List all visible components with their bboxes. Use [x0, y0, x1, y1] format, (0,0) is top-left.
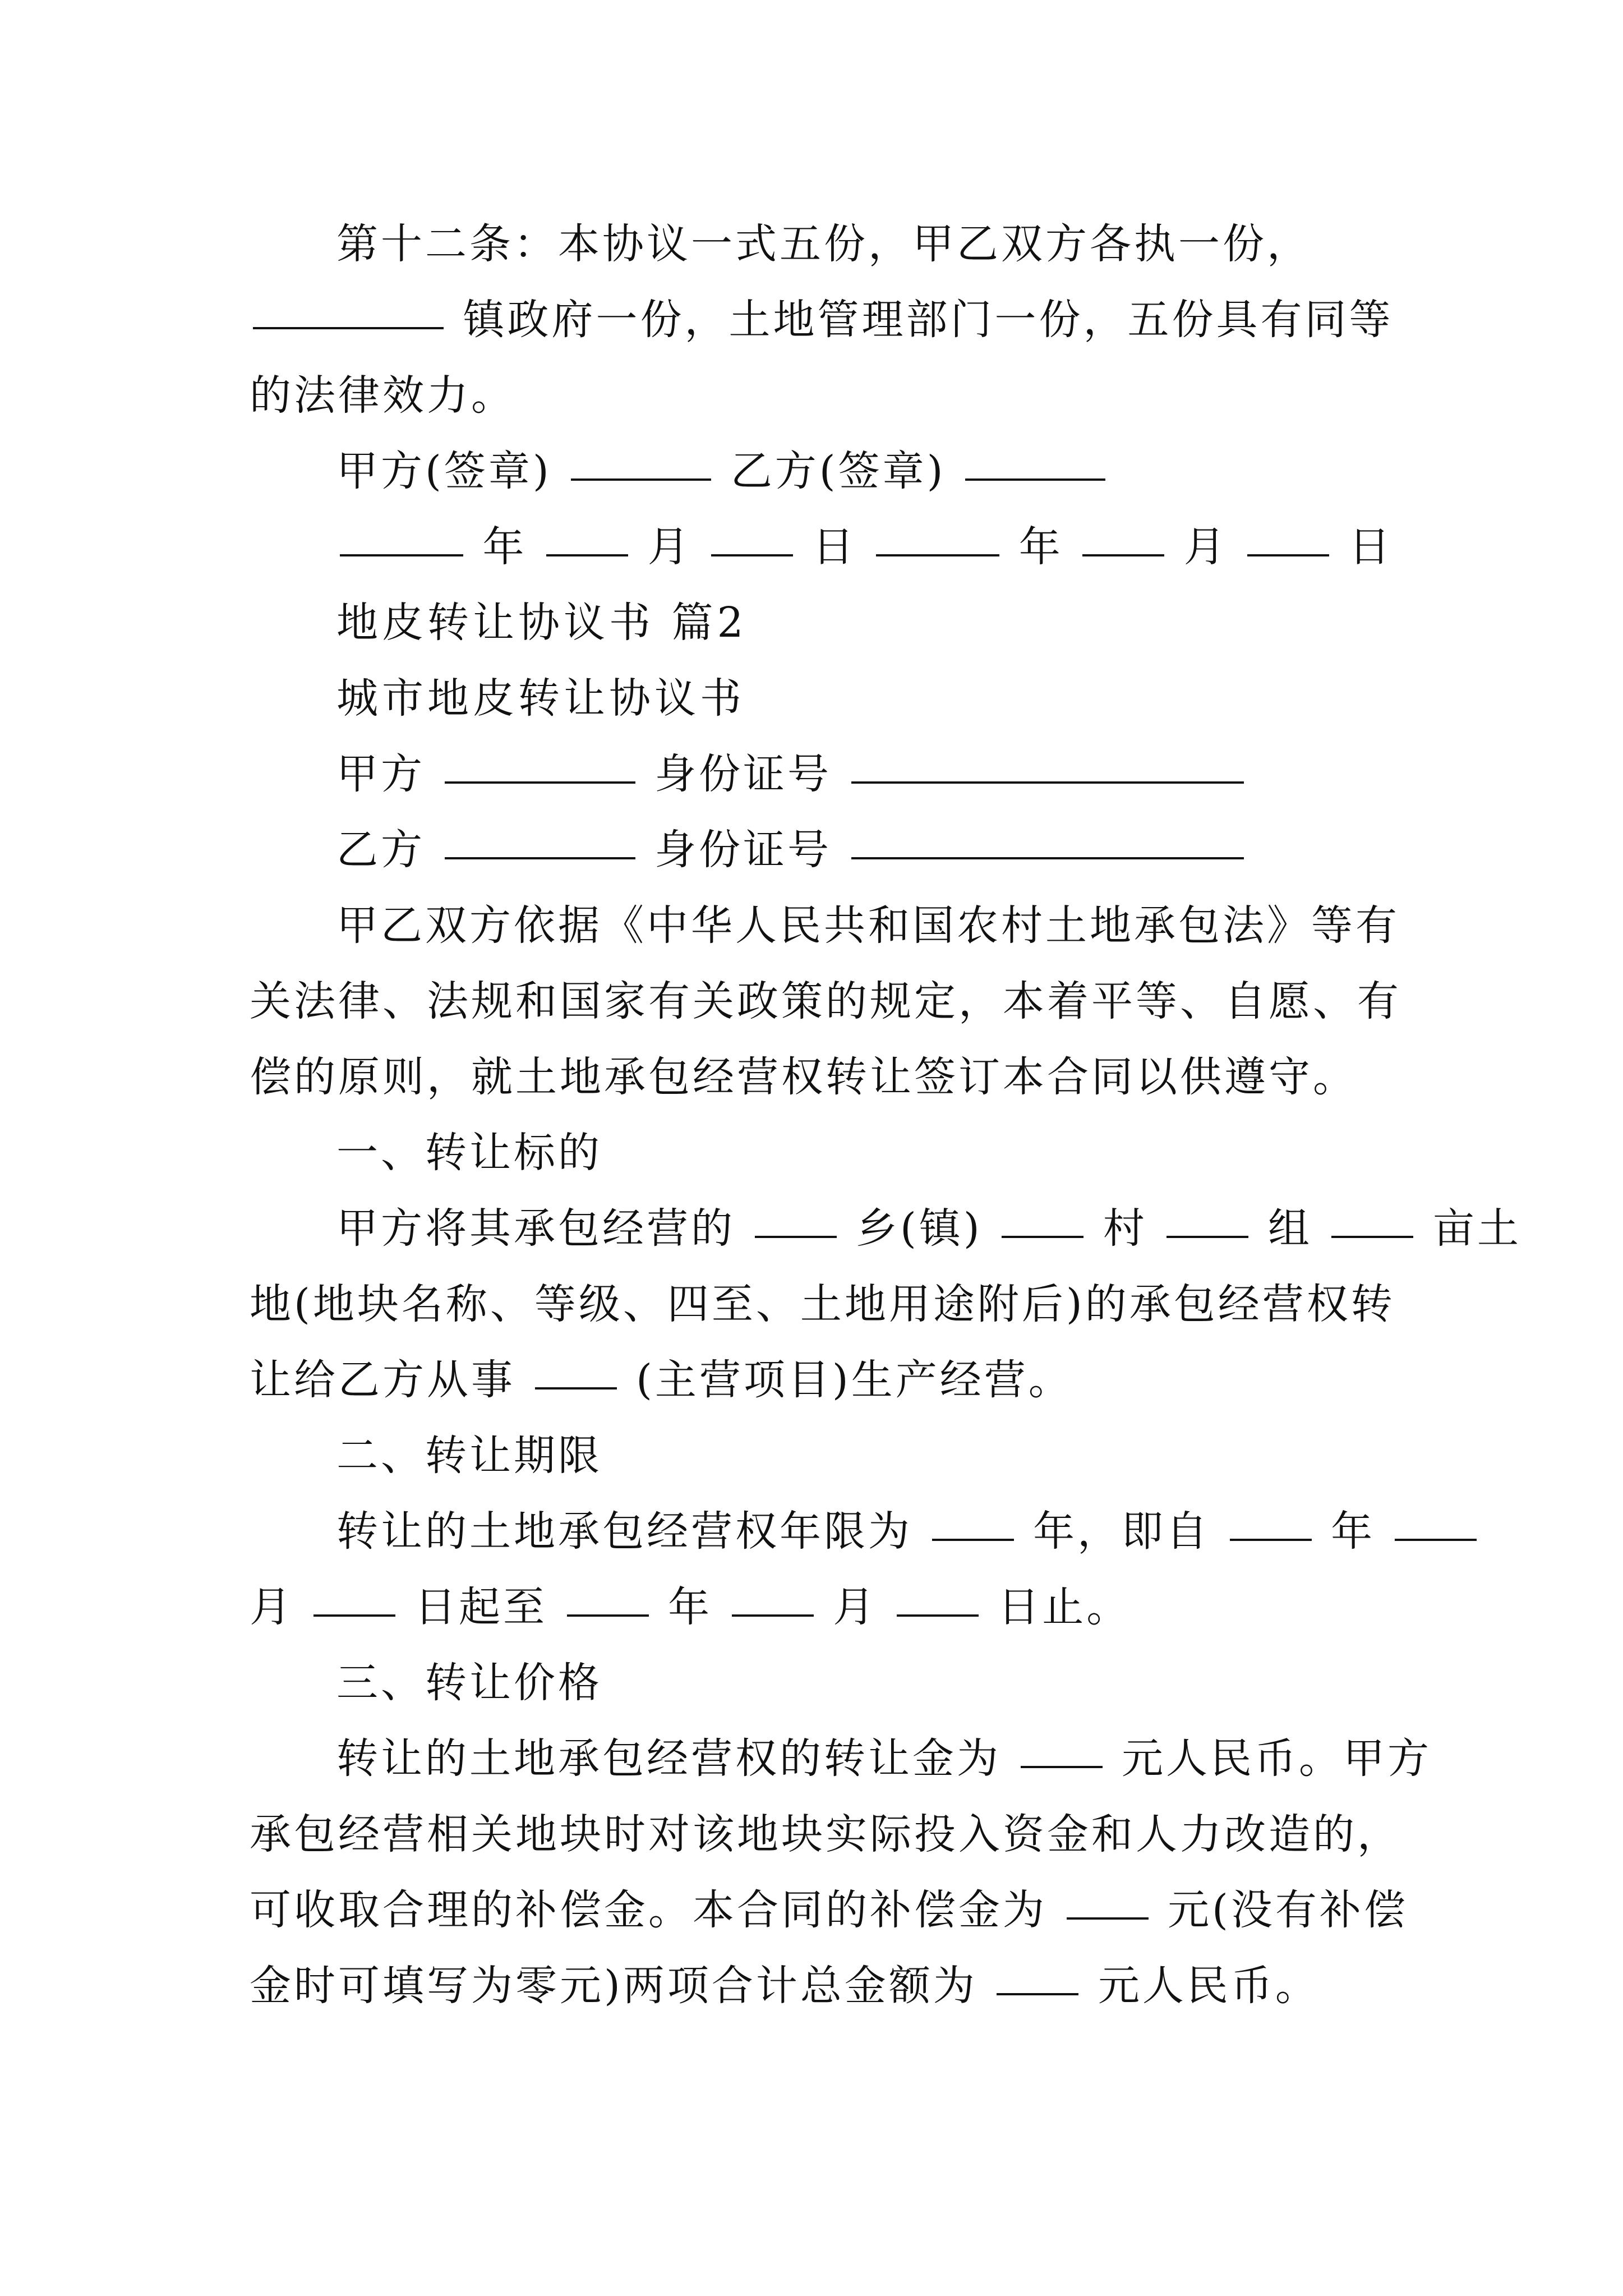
article-12-continuation: 镇政府一份，土地管理部门一份，五份具有同等: [463, 296, 1394, 344]
group-label: 组: [1267, 1204, 1312, 1253]
basis-paragraph-text: 关法律、法规和国家有关政策的规定，本着平等、自愿、有: [250, 977, 1401, 1025]
basis-paragraph-text: 偿的原则，就土地承包经营权转让签订本合同以供遵守。: [250, 1053, 1357, 1101]
party-a-signature-blank: [571, 478, 711, 481]
total-amount-label: 元人民币。: [1098, 1962, 1320, 2010]
party-b-id-blank: [851, 857, 1244, 859]
start-year-label: 年: [1331, 1507, 1376, 1556]
party-a-month-label: 月: [647, 523, 692, 571]
compensation-label: 元(没有补偿: [1168, 1886, 1408, 1934]
basis-paragraph-line-1: [0, 892, 1623, 959]
township-label: 乡(镇): [856, 1204, 983, 1253]
document-section-title: [0, 589, 1623, 656]
transfer-subject-text: 地(地块名称、等级、四至、土地用途附后)的承包经营权转: [250, 1280, 1395, 1328]
transfer-term-heading: [0, 1422, 1623, 1489]
party-a-day-blank: [711, 554, 793, 556]
signature-line: [0, 438, 1623, 505]
end-month-label: 月: [833, 1583, 878, 1631]
transfer-amount-label: 元人民币。甲方: [1122, 1734, 1432, 1783]
transfer-price-text: 转让的土地承包经营权的转让金为: [336, 1734, 1001, 1783]
transfer-subject-heading-text: 一、转让标的: [336, 1129, 602, 1177]
party-b-id-label: 身份证号: [654, 826, 832, 874]
date-line: [0, 513, 1623, 581]
party-a-name-blank: [445, 781, 635, 784]
end-day-label: 日止。: [998, 1583, 1131, 1631]
party-a-day-label: 日: [812, 523, 857, 571]
party-b-day-blank: [1247, 554, 1329, 556]
transfer-price-line-3: [0, 1876, 1623, 1944]
start-month-blank: [1395, 1538, 1477, 1541]
compensation-amount-blank: [1067, 1917, 1149, 1920]
start-month-label: 月: [250, 1583, 294, 1631]
party-a-id-blank: [851, 781, 1244, 784]
agreement-title-text: 城市地皮转让协议书: [336, 674, 745, 723]
end-day-blank: [897, 1614, 979, 1617]
term-years-blank: [932, 1538, 1014, 1541]
party-b-signature-blank: [965, 478, 1105, 481]
township-blank: [755, 1235, 837, 1238]
end-year-label: 年: [668, 1583, 713, 1631]
start-year-blank: [1230, 1538, 1312, 1541]
party-b-signature-label: 乙方(签章): [730, 447, 946, 495]
party-a-year-label: 年: [482, 523, 527, 571]
transfer-price-line-4: [0, 1952, 1623, 2019]
party-b-day-label: 日: [1348, 523, 1393, 571]
main-project-blank: [535, 1387, 617, 1389]
transfer-subject-line-3: [0, 1346, 1623, 1414]
transfer-price-line-1: [0, 1725, 1623, 1792]
area-blank: [1331, 1235, 1413, 1238]
transfer-term-line-2: [0, 1573, 1623, 1641]
transfer-term-line-1: [0, 1498, 1623, 1565]
total-amount-text: 金时可填写为零元)两项合计总金额为: [250, 1962, 978, 2010]
village-label: 村: [1103, 1204, 1147, 1253]
section-title-text: 地皮转让协议书 篇2: [336, 599, 748, 647]
start-day-blank: [313, 1614, 395, 1617]
term-years-label: 年，即自: [1033, 1507, 1211, 1556]
party-b-year-blank: [876, 554, 999, 556]
article-12-line-2: [0, 286, 1623, 353]
party-a-id-label: 身份证号: [654, 750, 832, 798]
transfer-term-text: 转让的土地承包经营权年限为: [336, 1507, 912, 1556]
village-blank: [1002, 1235, 1083, 1238]
land-area-label: 亩土: [1433, 1204, 1521, 1253]
group-blank: [1166, 1235, 1248, 1238]
party-b-year-label: 年: [1018, 523, 1063, 571]
end-month-blank: [732, 1614, 814, 1617]
party-b-month-label: 月: [1183, 523, 1228, 571]
town-government-blank: [253, 326, 444, 329]
party-b-month-blank: [1082, 554, 1164, 556]
article-12-text: 第十二条：本协议一式五份，甲乙双方各执一份，: [336, 220, 1311, 268]
end-year-blank: [567, 1614, 649, 1617]
transfer-subject-line-2: [0, 1271, 1623, 1338]
transfer-amount-blank: [1021, 1765, 1103, 1768]
transfer-subject-line-1: [0, 1195, 1623, 1262]
start-day-label: 日起至: [414, 1583, 548, 1631]
main-project-label: (主营项目)生产经营。: [636, 1356, 1073, 1404]
transfer-subject-heading: [0, 1119, 1623, 1186]
transfer-subject-text: 甲方将其承包经营的: [336, 1204, 735, 1253]
transfer-price-heading: [0, 1649, 1623, 1717]
party-a-signature-label: 甲方(签章): [336, 447, 552, 495]
total-amount-blank: [997, 1993, 1078, 1995]
transfer-subject-text: 让给乙方从事: [250, 1356, 515, 1404]
party-b-id-line: [0, 816, 1623, 884]
basis-paragraph-line-3: [0, 1043, 1623, 1111]
article-12-line-3: [0, 362, 1623, 429]
transfer-price-text: 承包经营相关地块时对该地块实际投入资金和人力改造的，: [250, 1810, 1401, 1858]
basis-paragraph-text: 甲乙双方依据《中华人民共和国农村土地承包法》等有: [336, 901, 1400, 950]
agreement-title: [0, 665, 1623, 732]
party-a-label: 甲方: [336, 750, 425, 798]
transfer-price-heading-text: 三、转让价格: [336, 1659, 602, 1707]
legal-effect-text: 的法律效力。: [250, 371, 515, 420]
party-a-id-line: [0, 740, 1623, 808]
party-a-month-blank: [546, 554, 628, 556]
basis-paragraph-line-2: [0, 968, 1623, 1035]
party-b-label: 乙方: [336, 826, 425, 874]
party-a-year-blank: [340, 554, 463, 556]
compensation-text: 可收取合理的补偿金。本合同的补偿金为: [250, 1886, 1047, 1934]
transfer-price-line-2: [0, 1801, 1623, 1868]
transfer-term-heading-text: 二、转让期限: [336, 1432, 602, 1480]
party-b-name-blank: [445, 857, 635, 859]
article-12-line-1: [0, 210, 1623, 278]
